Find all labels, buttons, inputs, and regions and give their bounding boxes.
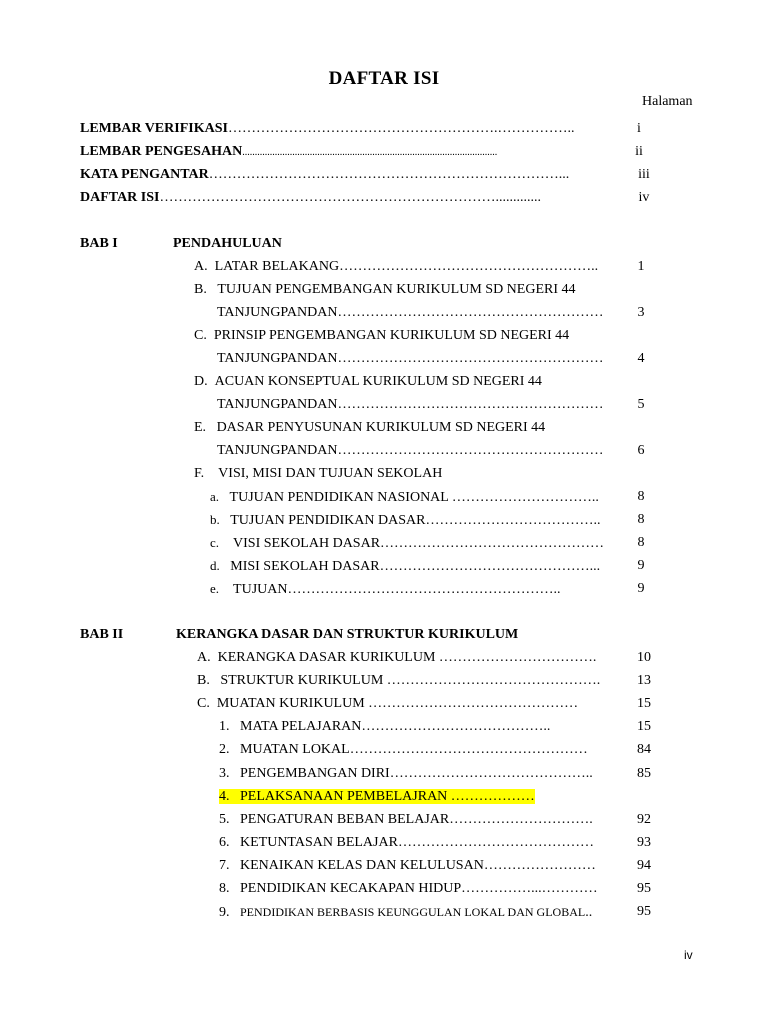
toc-page-number: 3 <box>637 305 645 320</box>
toc-page-number: 9 <box>637 558 645 573</box>
toc-entry-lembar-verifikasi: LEMBAR VERIFIKASI………………………………………………….…………….. <box>80 121 575 136</box>
toc-entry: C. MUATAN KURIKULUM ……………………………………… <box>197 696 579 711</box>
toc-subentry: 8. PENDIDIKAN KECAKAPAN HIDUP……………...………… <box>219 881 598 896</box>
toc-subentry: 6. KETUNTASAN BELAJAR…………………………………… <box>219 835 594 850</box>
chapter-title: KERANGKA DASAR DAN STRUKTUR KURIKULUM <box>176 627 519 642</box>
toc-entry: A. LATAR BELAKANG……………………………………………….. <box>194 259 599 274</box>
toc-subentry: 3. PENGEMBANGAN DIRI…………………………………….. <box>219 766 593 781</box>
toc-page-number: 15 <box>637 696 651 711</box>
toc-entry: C. PRINSIP PENGEMBANGAN KURIKULUM SD NEGERI 44 <box>194 328 570 343</box>
toc-page-number: 93 <box>637 835 651 850</box>
toc-subentry: 2. MUATAN LOKAL…………………………………………… <box>219 742 588 757</box>
toc-page-number: 10 <box>637 650 651 665</box>
toc-entry-continuation: TANJUNGPANDAN………………………………………………… <box>217 351 604 366</box>
chapter-code: BAB I <box>80 236 118 251</box>
toc-page-number: 13 <box>637 673 651 688</box>
toc-subentry: e. TUJUAN………………………………………………….. <box>210 581 561 597</box>
toc-subentry: 1. MATA PELAJARAN………………………………….. <box>219 719 551 734</box>
toc-page-number: 8 <box>637 512 645 527</box>
toc-page-number: 15 <box>637 719 651 734</box>
page-column-header: Halaman <box>642 94 693 109</box>
toc-page-number: 94 <box>637 858 651 873</box>
toc-entry-continuation: TANJUNGPANDAN………………………………………………… <box>217 305 604 320</box>
footer-page-number: iv <box>684 948 693 962</box>
toc-page-number: 8 <box>637 489 645 504</box>
toc-page-number: iv <box>638 190 650 205</box>
chapter-code: BAB II <box>80 627 124 642</box>
toc-entry-continuation: TANJUNGPANDAN………………………………………………… <box>217 443 604 458</box>
toc-entry: B. TUJUAN PENGEMBANGAN KURIKULUM SD NEGERI 44 <box>194 282 576 297</box>
toc-subentry: a. TUJUAN PENDIDIKAN NASIONAL ………………………….. <box>210 489 599 505</box>
toc-page-number: 85 <box>637 766 651 781</box>
toc-subentry: c. VISI SEKOLAH DASAR………………………………………… <box>210 535 605 551</box>
toc-subentry: 7. KENAIKAN KELAS DAN KELULUSAN…………………… <box>219 858 596 873</box>
toc-page-number: 8 <box>637 535 645 550</box>
toc-entry-daftar-isi: DAFTAR ISI………………………………………………………………............. <box>80 190 541 205</box>
toc-page-number: 95 <box>637 881 651 896</box>
page-title: DAFTAR ISI <box>328 68 440 89</box>
toc-page-number: 9 <box>637 581 645 596</box>
highlighted-entry: 4. PELAKSANAAN PEMBELAJRAN ……………… <box>219 789 535 804</box>
toc-subentry: d. MISI SEKOLAH DASAR………………………………………... <box>210 558 601 574</box>
toc-entry: E. DASAR PENYUSUNAN KURIKULUM SD NEGERI 44 <box>194 420 546 435</box>
toc-page-number: ii <box>635 144 643 159</box>
toc-page-number: i <box>637 121 641 136</box>
toc-subentry: b. TUJUAN PENDIDIKAN DASAR……………………………….. <box>210 512 601 528</box>
toc-page-number: 5 <box>637 397 645 412</box>
chapter-title: PENDAHULUAN <box>173 236 282 251</box>
toc-subentry: 9. PENDIDIKAN BERBASIS KEUNGGULAN LOKAL DAN GLOBAL.. <box>219 905 593 920</box>
toc-page-number: 1 <box>637 259 645 274</box>
toc-entry-continuation: TANJUNGPANDAN………………………………………………… <box>217 397 604 412</box>
toc-page-number: iii <box>638 167 650 182</box>
toc-entry: B. STRUKTUR KURIKULUM ………………………………………. <box>197 673 601 688</box>
toc-subentry: 5. PENGATURAN BEBAN BELAJAR…………………………. <box>219 812 593 827</box>
toc-subentry-highlighted <box>219 788 535 806</box>
toc-page-number: 4 <box>637 351 645 366</box>
toc-page-number: 6 <box>637 443 645 458</box>
toc-entry: A. KERANGKA DASAR KURIKULUM ……………………………. <box>197 650 597 665</box>
toc-entry: F. VISI, MISI DAN TUJUAN SEKOLAH <box>194 466 443 481</box>
toc-entry-kata-pengantar: KATA PENGANTAR…………………………………………………………………... <box>80 167 570 182</box>
toc-page-number: 92 <box>637 812 651 827</box>
toc-entry: D. ACUAN KONSEPTUAL KURIKULUM SD NEGERI 44 <box>194 374 542 389</box>
toc-entry-lembar-pengesahan: LEMBAR PENGESAHAN...................................................................................................... <box>80 144 498 159</box>
toc-page-number: 84 <box>637 742 651 757</box>
toc-page-number: 95 <box>637 904 651 919</box>
